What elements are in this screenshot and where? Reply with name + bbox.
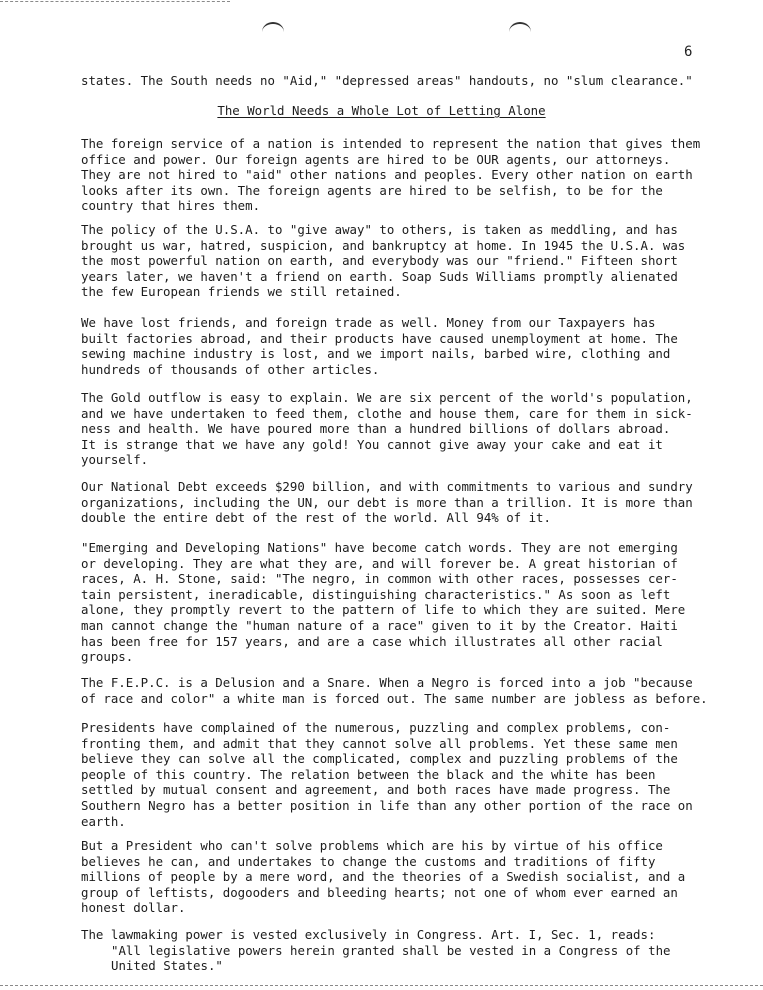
text-line: The F.E.P.C. is a Delusion and a Snare. When a Negro is forced into a job "because — [81, 675, 693, 690]
text-line: organizations, including the UN, our debt is more than a trillion. It is more than — [81, 494, 693, 510]
text-line: Southern Negro has a better position in life than any other portion of the race on — [81, 797, 693, 813]
paragraph-foreign-service — [81, 136, 721, 214]
text-line: tain persistent, ineradicable, distinguishing characteristics." As soon as left — [81, 586, 671, 602]
top-edge-dashes — [0, 1, 230, 2]
section-heading — [0, 103, 763, 119]
text-line: man cannot change the "human nature of a race" given to it by the Creator. Haiti — [81, 617, 678, 633]
text-line: ness and health. We have poured more than a hundred billions of dollars abroad. — [81, 421, 671, 437]
text-line: settled by mutual consent and agreement, and both races have made progress. The — [81, 782, 671, 798]
text-line: has been free for 157 years, and are a case which illustrates all other racial — [81, 633, 663, 649]
text-line: It is strange that we have any gold! You cannot give away your cake and eat it — [81, 436, 663, 452]
text-line: The Gold outflow is easy to explain. We are six percent of the world's population, — [81, 390, 693, 405]
text-line: The policy of the U.S.A. to "give away" to others, is taken as meddling, and has — [81, 222, 678, 237]
text-line: looks after its own. The foreign agents are hired to be selfish, to be for the — [81, 182, 663, 198]
text-line: or developing. They are what they are, and will forever be. A great historian of — [81, 555, 678, 571]
text-line: believe they can solve all the complicated, complex and puzzling problems of the — [81, 751, 678, 767]
text-line: The lawmaking power is vested exclusively in Congress. Art. I, Sec. 1, reads: — [81, 927, 656, 942]
text-line: people of this country. The relation between the black and the white has been — [81, 766, 656, 782]
paragraph-give-away-policy — [81, 222, 721, 300]
paragraph-emerging-nations — [81, 540, 721, 665]
text-line: alone, they promptly revert to the pattern of life to which they are suited. Mere — [81, 602, 686, 618]
text-line: groups. — [81, 649, 134, 665]
text-line: The foreign service of a nation is intended to represent the nation that gives them — [81, 136, 701, 151]
paragraph-fepc — [81, 675, 721, 706]
text-line: years later, we haven't a friend on earth. Soap Suds Williams promptly alienated — [81, 268, 678, 284]
page-number: 6 — [684, 44, 693, 60]
text-line: But a President who can't solve problems which are his by virtue of his office — [81, 838, 663, 853]
quoted-text-line: United States." — [111, 958, 223, 974]
text-line: "Emerging and Developing Nations" have become catch words. They are not emerging — [81, 540, 678, 555]
text-line: the most powerful nation on earth, and everybody was our "friend." Fifteen short — [81, 253, 678, 269]
section-heading-text: The World Needs a Whole Lot of Letting Alone — [217, 103, 546, 118]
text-line: office and power. Our foreign agents are hired to be OUR agents, our attorneys. — [81, 151, 671, 167]
text-line: the few European friends we still retained. — [81, 284, 402, 300]
text-line: honest dollar. — [81, 900, 186, 916]
punch-hole-mark-left — [262, 22, 284, 42]
text-line: and we have undertaken to feed them, clothe and house them, care for them in sick- — [81, 405, 693, 421]
text-line: group of leftists, dogooders and bleeding hearts; not one of whom ever earned an — [81, 884, 678, 900]
text-line: of race and color" a white man is forced out. The same number are jobless as before. — [81, 690, 708, 706]
paragraph-president-customs — [81, 838, 721, 916]
text-line: double the entire debt of the rest of the world. All 94% of it. — [81, 510, 551, 526]
paragraph-gold-outflow — [81, 390, 721, 468]
bottom-edge-dashes — [0, 985, 763, 986]
punch-hole-mark-right — [509, 22, 531, 42]
text-line: earth. — [81, 813, 126, 829]
text-line: country that hires them. — [81, 198, 261, 214]
text-line: fronting them, and admit that they cannot solve all problems. Yet these same men — [81, 735, 678, 751]
text-line: We have lost friends, and foreign trade as well. Money from our Taxpayers has — [81, 315, 656, 330]
text-line: millions of people by a mere word, and the theories of a Swedish socialist, and a — [81, 869, 686, 885]
text-line: hundreds of thousands of other articles. — [81, 361, 380, 377]
opening-line: states. The South needs no "Aid," "depressed areas" handouts, no "slum clearance." — [81, 73, 693, 88]
paragraph-lawmaking-power — [81, 927, 721, 974]
text-line: Presidents have complained of the numerous, puzzling and complex problems, con- — [81, 720, 671, 735]
text-line: yourself. — [81, 452, 149, 468]
text-line: built factories abroad, and their products have caused unemployment at home. The — [81, 330, 678, 346]
text-line: sewing machine industry is lost, and we import nails, barbed wire, clothing and — [81, 346, 671, 362]
text-line: brought us war, hatred, suspicion, and bankruptcy at home. In 1945 the U.S.A. was — [81, 237, 686, 253]
paragraph-lost-trade — [81, 315, 721, 377]
paragraph-national-debt — [81, 479, 721, 526]
quoted-text-line: "All legislative powers herein granted shall be vested in a Congress of the — [111, 942, 671, 958]
text-line: They are not hired to "aid" other nations and peoples. Every other nation on earth — [81, 167, 693, 183]
text-line: races, A. H. Stone, said: "The negro, in common with other races, possesses cer- — [81, 571, 678, 587]
paragraph-presidents-problems — [81, 720, 721, 829]
text-line: Our National Debt exceeds $290 billion, and with commitments to various and sundry — [81, 479, 693, 494]
text-line: believes he can, and undertakes to change the customs and traditions of fifty — [81, 853, 656, 869]
